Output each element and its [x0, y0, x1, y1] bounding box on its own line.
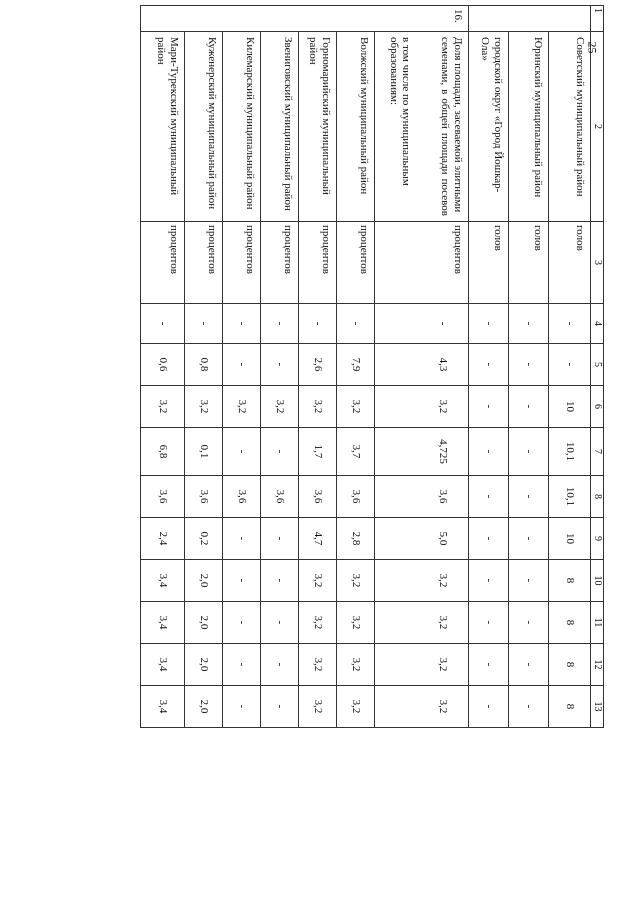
cell-value: 0,2 [185, 518, 223, 560]
cell-value [375, 344, 417, 386]
cell-value: - [509, 560, 549, 602]
cell-value: 3,2 [299, 386, 337, 428]
row-number [299, 6, 337, 32]
col-num-3: 3 [591, 222, 604, 304]
cell-value: 3,4 [141, 602, 185, 644]
row-unit: процентов [185, 222, 223, 304]
cell-value: - [509, 686, 549, 728]
cell-value: - [261, 428, 299, 476]
row-unit: голов [469, 222, 509, 304]
row-name: городской округ «Город Йошкар-Ола» [469, 32, 509, 222]
row-unit [375, 222, 417, 304]
page-number: 25 [585, 41, 600, 54]
cell-value: 3,4 [141, 560, 185, 602]
cell-value: - [223, 518, 261, 560]
cell-value [375, 560, 417, 602]
row-name: Горномарийский муниципальный район [299, 32, 337, 222]
cell-value: 3,2 [299, 602, 337, 644]
cell-value [375, 476, 417, 518]
cell-value: 3,2 [337, 560, 375, 602]
cell-value: 10 [549, 386, 591, 428]
cell-value: 7,9 [337, 344, 375, 386]
col-num-11: 11 [591, 602, 604, 644]
row-number [375, 6, 417, 32]
cell-value: 2,8 [337, 518, 375, 560]
cell-value [375, 428, 417, 476]
cell-value: 6,8 [141, 428, 185, 476]
cell-value: - [185, 304, 223, 344]
col-num-1: 1 [591, 6, 604, 32]
cell-value: - [509, 644, 549, 686]
cell-value: 3,6 [261, 476, 299, 518]
cell-value: - [469, 686, 509, 728]
cell-value: 8 [549, 602, 591, 644]
cell-value: - [299, 304, 337, 344]
row-name: Куженерский муниципальный район [185, 32, 223, 222]
cell-value: - [509, 518, 549, 560]
table-row [375, 6, 417, 728]
cell-value: 2,0 [185, 602, 223, 644]
cell-value: 3,4 [141, 644, 185, 686]
cell-value: 3,6 [223, 476, 261, 518]
row-number [223, 6, 261, 32]
cell-value: 3,4 [141, 686, 185, 728]
cell-value: 3,2 [417, 386, 469, 428]
row-unit: процентов [223, 222, 261, 304]
row-name: Мари-Турекский муниципальный район [141, 32, 185, 222]
cell-value: 10 [549, 518, 591, 560]
cell-value: 3,2 [337, 686, 375, 728]
cell-value: 10,1 [549, 428, 591, 476]
row-number [469, 6, 509, 32]
row-name: Доля площади, засеваемой элитными семенами, в общей площади посевов [417, 32, 469, 222]
col-num-10: 10 [591, 560, 604, 602]
cell-value: 3,2 [141, 386, 185, 428]
col-num-12: 12 [591, 644, 604, 686]
cell-value: 3,2 [417, 686, 469, 728]
cell-value: - [509, 476, 549, 518]
cell-value: 2,0 [185, 644, 223, 686]
table-row [469, 6, 509, 728]
column-number-row [591, 6, 604, 728]
cell-value: - [261, 344, 299, 386]
cell-value: 10,1 [549, 476, 591, 518]
row-number [509, 6, 549, 32]
cell-value: 2,0 [185, 560, 223, 602]
cell-value: 3,6 [185, 476, 223, 518]
table-row [185, 6, 223, 728]
cell-value: - [261, 602, 299, 644]
cell-value: 8 [549, 686, 591, 728]
row-name: Звениговский муниципальный район [261, 32, 299, 222]
cell-value: 8 [549, 644, 591, 686]
cell-value: 8 [549, 560, 591, 602]
row-number [185, 6, 223, 32]
cell-value: - [261, 686, 299, 728]
cell-value: - [223, 602, 261, 644]
col-num-5: 5 [591, 344, 604, 386]
cell-value: 4,7 [299, 518, 337, 560]
row-name: Советский муниципальный район [549, 32, 591, 222]
row-unit: процентов [417, 222, 469, 304]
cell-value [375, 602, 417, 644]
cell-value: - [469, 560, 509, 602]
cell-value: 3,2 [185, 386, 223, 428]
cell-value: 0,8 [185, 344, 223, 386]
cell-value: - [549, 304, 591, 344]
row-number [141, 6, 185, 32]
cell-value: - [469, 344, 509, 386]
cell-value [375, 644, 417, 686]
row-name: в том числе по муниципальным образованиям: [375, 32, 417, 222]
cell-value: - [469, 428, 509, 476]
row-number: 16. [417, 6, 469, 32]
row-name: Юринский муниципальный район [509, 32, 549, 222]
table-row [417, 6, 469, 728]
cell-value: - [509, 344, 549, 386]
cell-value: - [223, 344, 261, 386]
cell-value: 3,2 [337, 602, 375, 644]
row-number [549, 6, 591, 32]
cell-value: 3,6 [141, 476, 185, 518]
row-unit: процентов [299, 222, 337, 304]
cell-value: - [261, 518, 299, 560]
col-num-8: 8 [591, 476, 604, 518]
cell-value: 0,1 [185, 428, 223, 476]
cell-value: 2,0 [185, 686, 223, 728]
col-num-6: 6 [591, 386, 604, 428]
cell-value: - [223, 304, 261, 344]
cell-value: - [509, 386, 549, 428]
cell-value: 3,6 [417, 476, 469, 518]
cell-value: - [469, 304, 509, 344]
cell-value: - [509, 304, 549, 344]
cell-value [375, 686, 417, 728]
cell-value: 3,6 [299, 476, 337, 518]
row-unit: процентов [337, 222, 375, 304]
cell-value: 3,7 [337, 428, 375, 476]
cell-value: 2,4 [141, 518, 185, 560]
cell-value: 5,0 [417, 518, 469, 560]
row-unit: процентов [261, 222, 299, 304]
cell-value: - [469, 602, 509, 644]
cell-value: 4,3 [417, 344, 469, 386]
col-num-9: 9 [591, 518, 604, 560]
row-unit: голов [509, 222, 549, 304]
cell-value: 1,7 [299, 428, 337, 476]
row-name: Волжский муниципальный район [337, 32, 375, 222]
cell-value: 2,6 [299, 344, 337, 386]
cell-value: - [469, 386, 509, 428]
cell-value: - [223, 428, 261, 476]
col-num-13: 13 [591, 686, 604, 728]
col-num-7: 7 [591, 428, 604, 476]
cell-value: - [141, 304, 185, 344]
cell-value: 4,725 [417, 428, 469, 476]
cell-value: - [261, 560, 299, 602]
cell-value: - [261, 644, 299, 686]
cell-value: - [417, 304, 469, 344]
indicators-table [140, 5, 604, 728]
rotated-table-wrapper [124, 5, 604, 835]
row-name: Килемарский муниципальный район [223, 32, 261, 222]
cell-value [375, 304, 417, 344]
cell-value: 3,2 [299, 686, 337, 728]
cell-value: - [261, 304, 299, 344]
col-num-2: 2 [591, 32, 604, 222]
cell-value: 3,2 [299, 560, 337, 602]
table-row [141, 6, 185, 728]
col-num-4: 4 [591, 304, 604, 344]
cell-value: 3,2 [417, 602, 469, 644]
cell-value: 3,2 [417, 644, 469, 686]
cell-value: - [223, 560, 261, 602]
cell-value: 3,2 [223, 386, 261, 428]
cell-value: - [469, 644, 509, 686]
row-unit: процентов [141, 222, 185, 304]
cell-value [375, 386, 417, 428]
table-row [299, 6, 337, 728]
cell-value: 3,6 [337, 476, 375, 518]
cell-value: - [223, 686, 261, 728]
table-row [223, 6, 261, 728]
cell-value: - [509, 428, 549, 476]
cell-value: - [549, 344, 591, 386]
table-row [549, 6, 591, 728]
cell-value: - [223, 644, 261, 686]
cell-value [375, 518, 417, 560]
cell-value: - [337, 304, 375, 344]
row-number [261, 6, 299, 32]
cell-value: 3,2 [417, 560, 469, 602]
cell-value: - [469, 476, 509, 518]
table-row [509, 6, 549, 728]
row-unit: голов [549, 222, 591, 304]
cell-value: 3,2 [337, 644, 375, 686]
cell-value: 3,2 [261, 386, 299, 428]
cell-value: - [509, 602, 549, 644]
row-number [337, 6, 375, 32]
cell-value: - [469, 518, 509, 560]
cell-value: 3,2 [337, 386, 375, 428]
table-row [261, 6, 299, 728]
cell-value: 3,2 [299, 644, 337, 686]
cell-value: 0,6 [141, 344, 185, 386]
table-row [337, 6, 375, 728]
